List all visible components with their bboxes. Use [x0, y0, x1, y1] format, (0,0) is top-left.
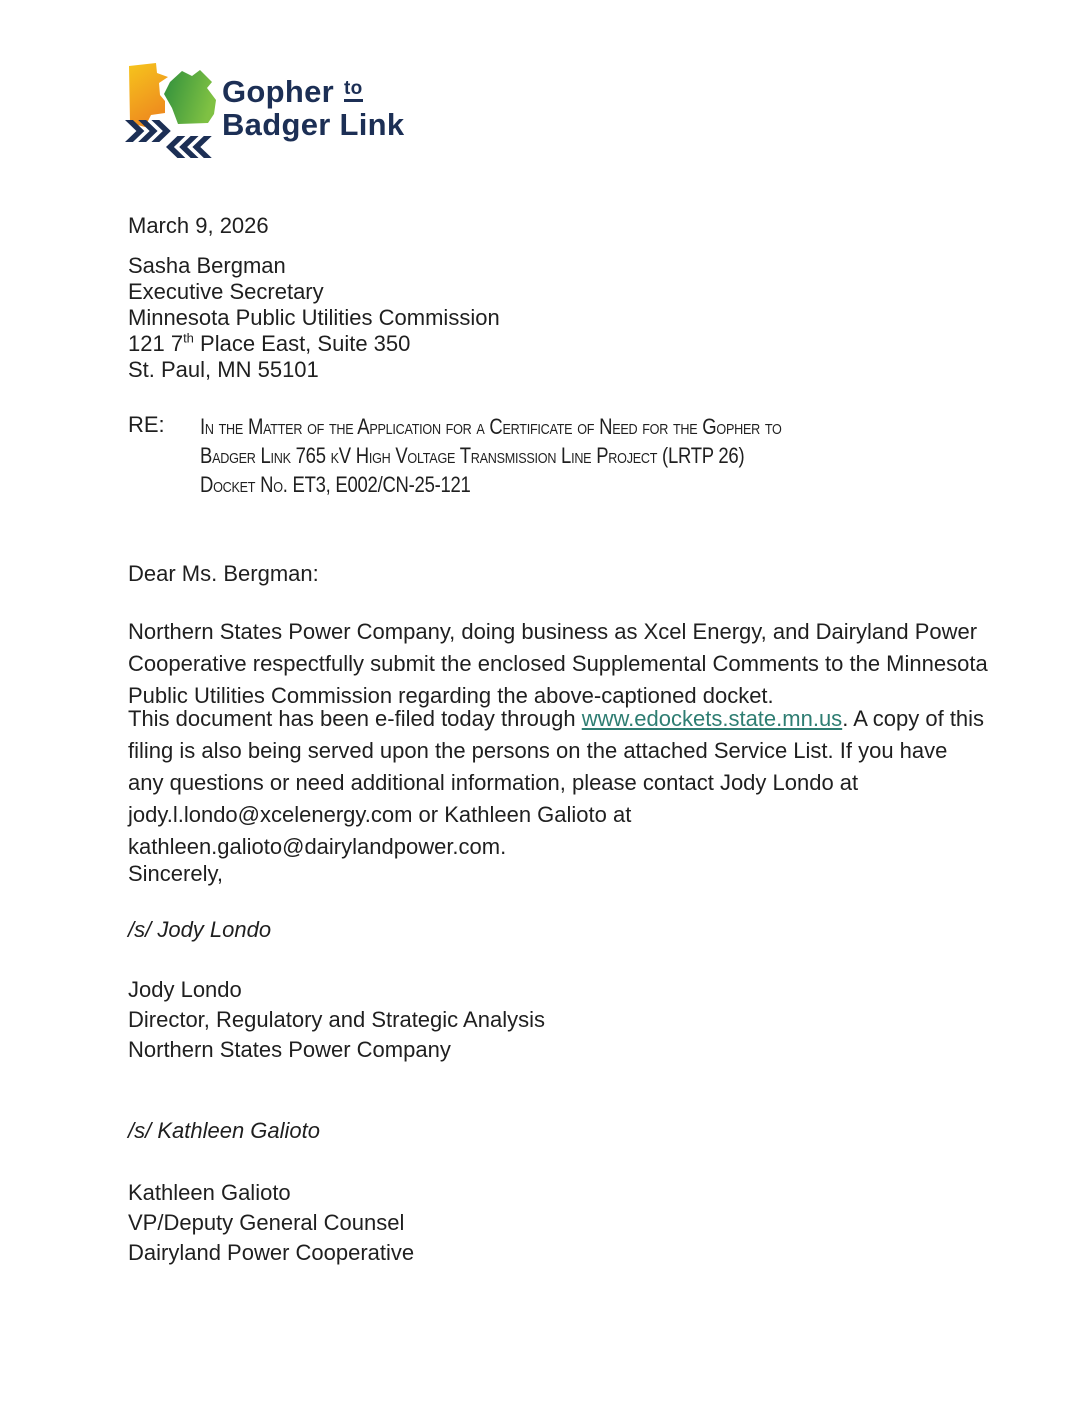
closing: Sincerely, [128, 861, 223, 886]
paragraph-2-line: any questions or need additional information, please contact Jody Londo at [128, 770, 859, 795]
signer-name: Kathleen Galioto [128, 1180, 291, 1205]
paragraph-2 [128, 703, 988, 863]
paragraph-2-line: jody.l.londo@xcelenergy.com or Kathleen Galioto at [128, 802, 632, 827]
paragraph-2-line: kathleen.galioto@dairylandpower.com. [128, 834, 507, 859]
paragraph-1-line: Public Utilities Commission regarding the above-captioned docket. [128, 683, 774, 708]
re-caption-line: In the Matter of the Application for a Certificate of Need for the Gopher to [200, 414, 782, 439]
signer-title: Director, Regulatory and Strategic Analysis [128, 1007, 545, 1032]
efiled-text-after-link: . A copy of this [842, 706, 985, 731]
logo-word-to: to [344, 79, 363, 102]
street-rest: Place East, Suite 350 [193, 331, 411, 356]
recipient-title: Executive Secretary [128, 279, 324, 304]
logo-wordmark [222, 76, 404, 141]
signature-script-kathleen-galioto: /s/ Kathleen Galioto [128, 1118, 321, 1143]
signature-block-jody-londo [128, 975, 545, 1065]
street-ordinal-suffix: th [183, 330, 194, 346]
re-caption [128, 412, 892, 499]
re-caption-line: Docket No. ET3, E002/CN-25-121 [200, 472, 471, 497]
recipient-name: Sasha Bergman [128, 253, 286, 278]
paragraph-1-line: Cooperative respectfully submit the enclosed Supplemental Comments to the Minnesota [128, 651, 988, 676]
chevrons-left-icon [166, 136, 212, 158]
salutation: Dear Ms. Bergman: [128, 561, 319, 586]
letter-date: March 9, 2026 [128, 213, 269, 238]
paragraph-1 [128, 616, 988, 712]
signer-org: Dairyland Power Cooperative [128, 1240, 415, 1265]
signer-title: VP/Deputy General Counsel [128, 1210, 405, 1235]
wisconsin-state-icon [164, 70, 216, 124]
signer-name: Jody Londo [128, 977, 242, 1002]
signature-script-jody-londo: /s/ Jody Londo [128, 917, 272, 942]
signature-block-kathleen-galioto [128, 1178, 414, 1268]
recipient-address [128, 253, 500, 383]
paragraph-2-line: filing is also being served upon the persons on the attached Service List. If you have [128, 738, 948, 763]
street-number: 121 7 [128, 331, 184, 356]
recipient-street [128, 331, 500, 357]
chevrons-right-icon [125, 120, 171, 142]
recipient-org: Minnesota Public Utilities Commission [128, 305, 500, 330]
logo-word-gopher: Gopher [222, 74, 335, 109]
re-caption-line: Badger Link 765 kV High Voltage Transmission Line Project (LRTP 26) [200, 443, 745, 468]
efiled-text: This document has been e-filed today through [128, 706, 582, 731]
signer-org: Northern States Power Company [128, 1037, 451, 1062]
recipient-city: St. Paul, MN 55101 [128, 357, 319, 382]
edockets-link[interactable]: www.edockets.state.mn.us [581, 706, 843, 731]
minnesota-state-icon [129, 63, 168, 127]
logo-word-badger-link: Badger Link [222, 107, 405, 142]
paragraph-2-line [128, 703, 988, 735]
paragraph-1-line: Northern States Power Company, doing business as Xcel Energy, and Dairyland Power [128, 619, 978, 644]
re-label: RE: [128, 412, 165, 437]
